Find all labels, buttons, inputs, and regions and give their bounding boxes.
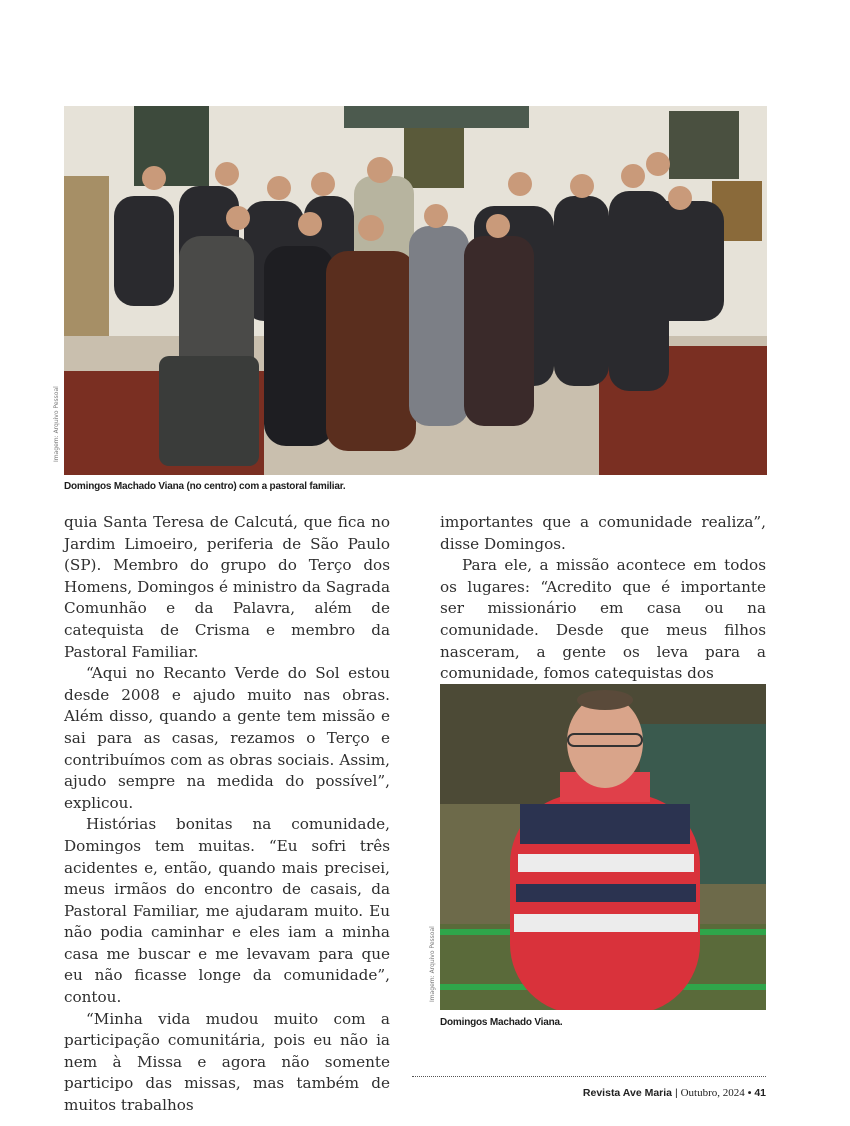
portrait-photo-illustration [440,684,766,1010]
footer-separator: | [674,1087,678,1099]
magazine-name: Revista Ave Maria [582,1087,673,1099]
portrait-photo [440,684,766,1010]
group-photo-credit: Imagem: Arquivo Pessoal [53,386,60,462]
paragraph: Para ele, a missão acontece em todos os lugares: “Acredito que é importante ser missionário em casa ou na comunidade. Desde que meus filhos nasceram, a gente os leva para a comunidade, fomos catequistas dos [440,556,766,683]
article-left-column [64,512,390,1117]
paragraph: importantes que a comunidade realiza”, disse Domingos. [440,513,766,553]
page-footer [583,1087,766,1099]
group-photo-caption: Domingos Machado Viana (no centro) com a pastoral familiar. [64,481,346,492]
portrait-photo-caption: Domingos Machado Viana. [440,1017,563,1028]
article-right-column [440,512,766,685]
paragraph: Histórias bonitas na comunidade, Domingos tem muitas. “Eu sofri três acidentes e, então, quando mais precisei, meus irmãos do encontro de casais, da Pastoral Familiar, me ajudaram muito. Eu não podia caminhar e eles iam a minha casa me buscar e me levavam para que eu não ficasse longe da comunidade”, contou. [64,815,390,1007]
footer-divider [412,1076,766,1077]
paragraph: “Minha vida mudou muito com a participação comunitária, pois eu não ia nem à Missa e agora não somente participo das missas, mas também de muitos trabalhos [64,1009,390,1115]
footer-bullet: • [747,1087,752,1099]
group-photo [64,106,767,475]
page-number: 41 [754,1087,766,1099]
paragraph: “Aqui no Recanto Verde do Sol estou desde 2008 e ajudo muito nas obras. Além disso, quando a gente tem missão e sai para as casas, rezamos o Terço e contribuímos com as obras sociais. Assim, ajudo sempre na medida do possível”, explicou. [64,664,390,812]
paragraph: quia Santa Teresa de Calcutá, que fica no Jardim Limoeiro, periferia de São Paulo (SP). Membro do grupo do Terço dos Homens, Domingos é ministro da Sagrada Comunhão e da Palavra, além de catequista de Crisma e membro da Pastoral Familiar. [64,513,390,661]
portrait-photo-credit: Imagem: Arquivo Pessoal [429,926,436,1002]
issue-date: Outubro, 2024 [680,1087,745,1099]
group-photo-illustration [64,106,767,475]
